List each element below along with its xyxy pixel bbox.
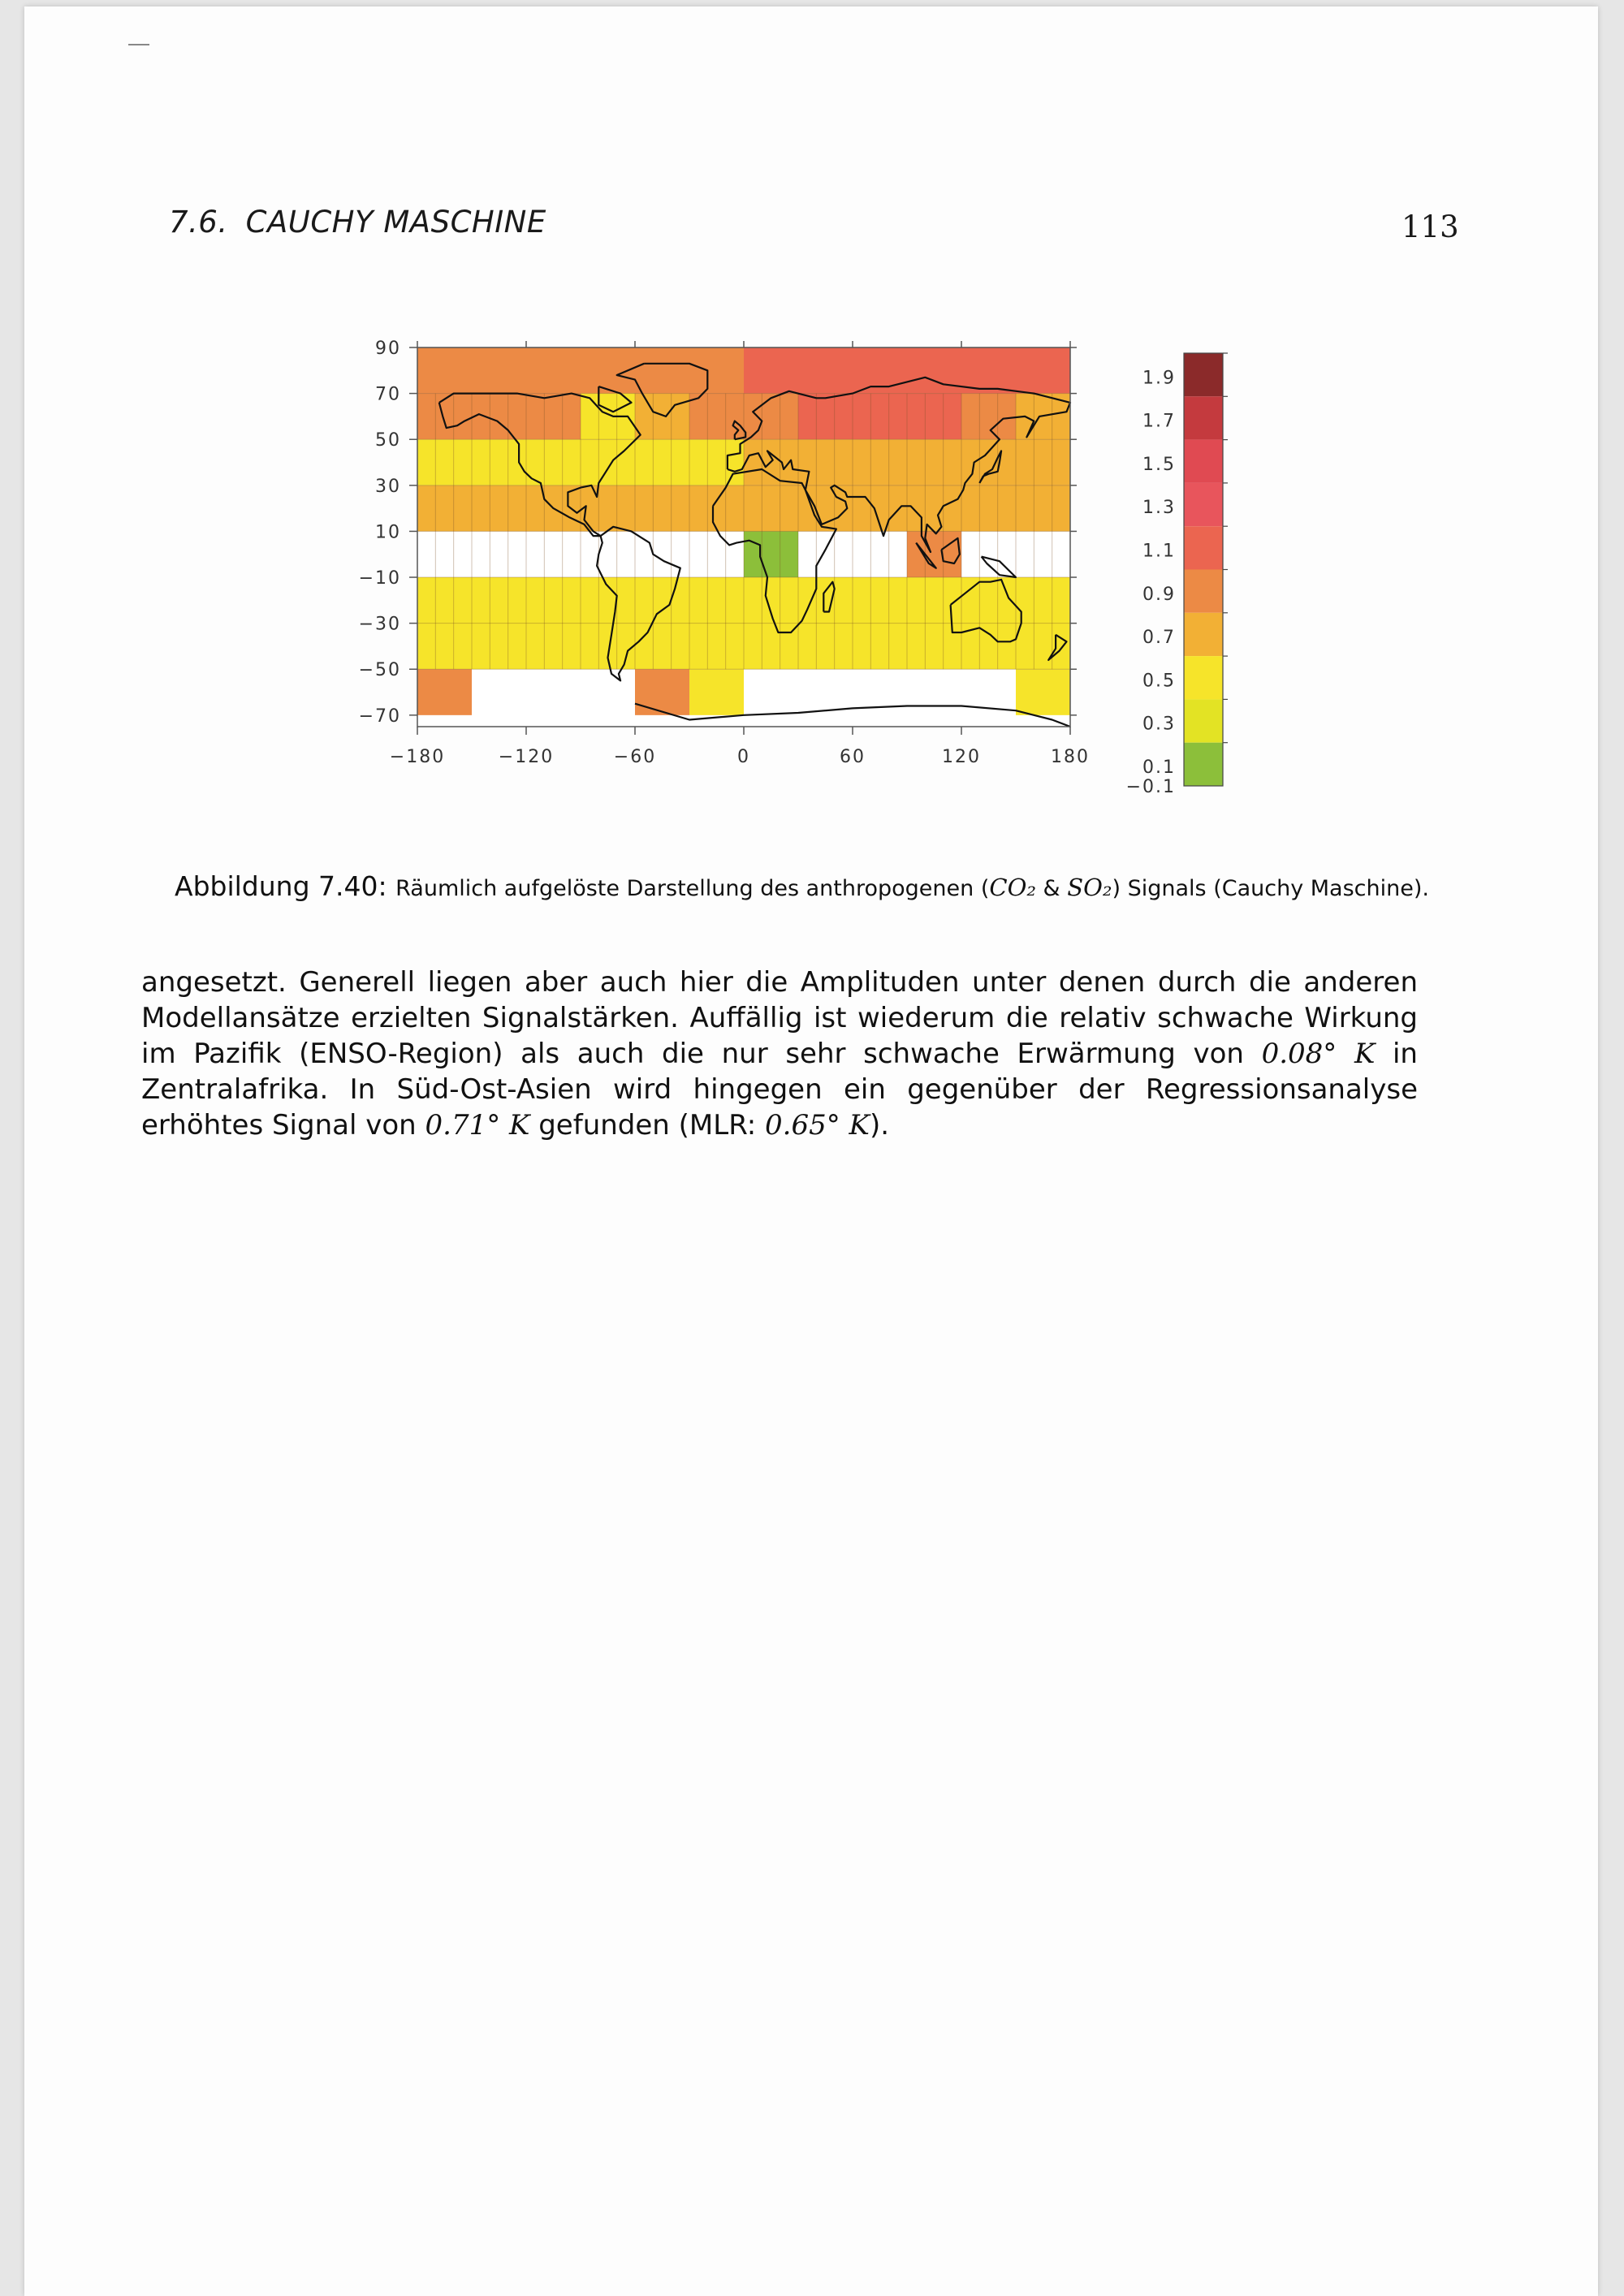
y-tick-label: 10 [375, 522, 401, 543]
grid-cell [417, 347, 744, 394]
colorbar-swatch [1184, 396, 1223, 439]
body-math: 0.71° K [425, 1109, 530, 1142]
figure-caption [175, 870, 1474, 902]
x-tick-label: −60 [613, 747, 657, 767]
caption-amp: & [1035, 876, 1068, 901]
colorbar-label: 0.1 [1142, 757, 1176, 779]
y-tick-label: −70 [358, 706, 401, 727]
grid-cell [635, 669, 689, 715]
caption-text-before: Räumlich aufgelöste Darstellung des anthropogenen ( [395, 876, 990, 901]
grid-cell [1016, 669, 1070, 715]
y-tick-label: −50 [358, 660, 401, 681]
signal-map-figure [0, 0, 1624, 812]
y-tick-label: 50 [375, 430, 401, 451]
x-tick-label: 120 [942, 747, 981, 767]
colorbar-swatch [1184, 613, 1223, 656]
section-title: CAUCHY MASCHINE [245, 205, 546, 240]
body-segment: ). [869, 1109, 890, 1142]
body-paragraph [141, 965, 1418, 1143]
grid-cell [635, 394, 689, 440]
colorbar-swatch [1184, 483, 1223, 526]
grid-cell [907, 531, 961, 577]
section-number: 7.6. [169, 205, 228, 240]
y-tick-label: 30 [375, 476, 401, 497]
colorbar-label: 0.9 [1142, 584, 1176, 605]
body-math: 0.08° K [1261, 1038, 1376, 1070]
caption-math-co2: CO₂ [989, 874, 1036, 901]
caption-label: Abbildung 7.40: [175, 870, 387, 902]
caption-text-after: ) Signals (Cauchy Maschine). [1112, 876, 1429, 901]
grid-cell [907, 394, 961, 440]
grid-cell [961, 394, 1016, 440]
grid-cell [689, 669, 744, 715]
x-tick-label: 0 [737, 747, 750, 767]
colorbar-swatch [1184, 570, 1223, 613]
x-tick-label: −120 [498, 747, 555, 767]
grid-cell [744, 347, 1070, 394]
colorbar-swatch [1184, 699, 1223, 742]
grid-cell [417, 669, 472, 715]
x-tick-label: 60 [840, 747, 866, 767]
colorbar-swatch [1184, 440, 1223, 483]
colorbar-label: 1.7 [1142, 411, 1176, 432]
grid-cell [798, 394, 853, 440]
colorbar [1126, 353, 1228, 797]
grid-cell [744, 531, 798, 577]
colorbar-swatch [1184, 743, 1223, 786]
colorbar-swatch [1184, 656, 1223, 699]
colorbar-label: 0.3 [1142, 714, 1176, 735]
body-segment: in Zentralafrika. In Süd-Ost-Asien wird hingegen ein gegenüber der Regressionsanalyse erhöhtes Signal von [141, 1038, 1418, 1142]
grid-cell [853, 394, 907, 440]
colorbar-swatch [1184, 353, 1223, 396]
y-tick-label: 70 [375, 384, 401, 405]
page-number: 113 [1402, 209, 1459, 244]
colorbar-label: 1.1 [1142, 541, 1176, 562]
colorbar-label: 1.3 [1142, 498, 1176, 519]
y-tick-label: −10 [358, 568, 401, 589]
colorbar-label: −0.1 [1125, 777, 1176, 797]
colorbar-label: 0.5 [1142, 671, 1176, 692]
colorbar-swatch [1184, 526, 1223, 569]
colorbar-label: 0.7 [1142, 628, 1176, 649]
x-tick-label: 180 [1051, 747, 1090, 767]
body-segment: angesetzt. Generell liegen aber auch hier die Amplituden unter denen durch die anderen Modellansätze erzielten Signalstärken. Auffällig ist wiederum die relativ schwache Wirkung im Pazifik (ENSO-Region) als auch die nur sehr schwache Erwärmung von [141, 966, 1418, 1070]
y-tick-label: −30 [358, 614, 401, 635]
caption-math-so2: SO₂ [1067, 874, 1112, 901]
y-tick-label: 90 [375, 339, 401, 359]
grid-cell [744, 394, 798, 440]
body-math: 0.65° K [765, 1109, 870, 1142]
colorbar-label: 1.9 [1142, 368, 1176, 389]
x-tick-label: −180 [389, 747, 446, 767]
body-segment: gefunden (MLR: [529, 1109, 766, 1142]
colorbar-label: 1.5 [1142, 454, 1176, 475]
